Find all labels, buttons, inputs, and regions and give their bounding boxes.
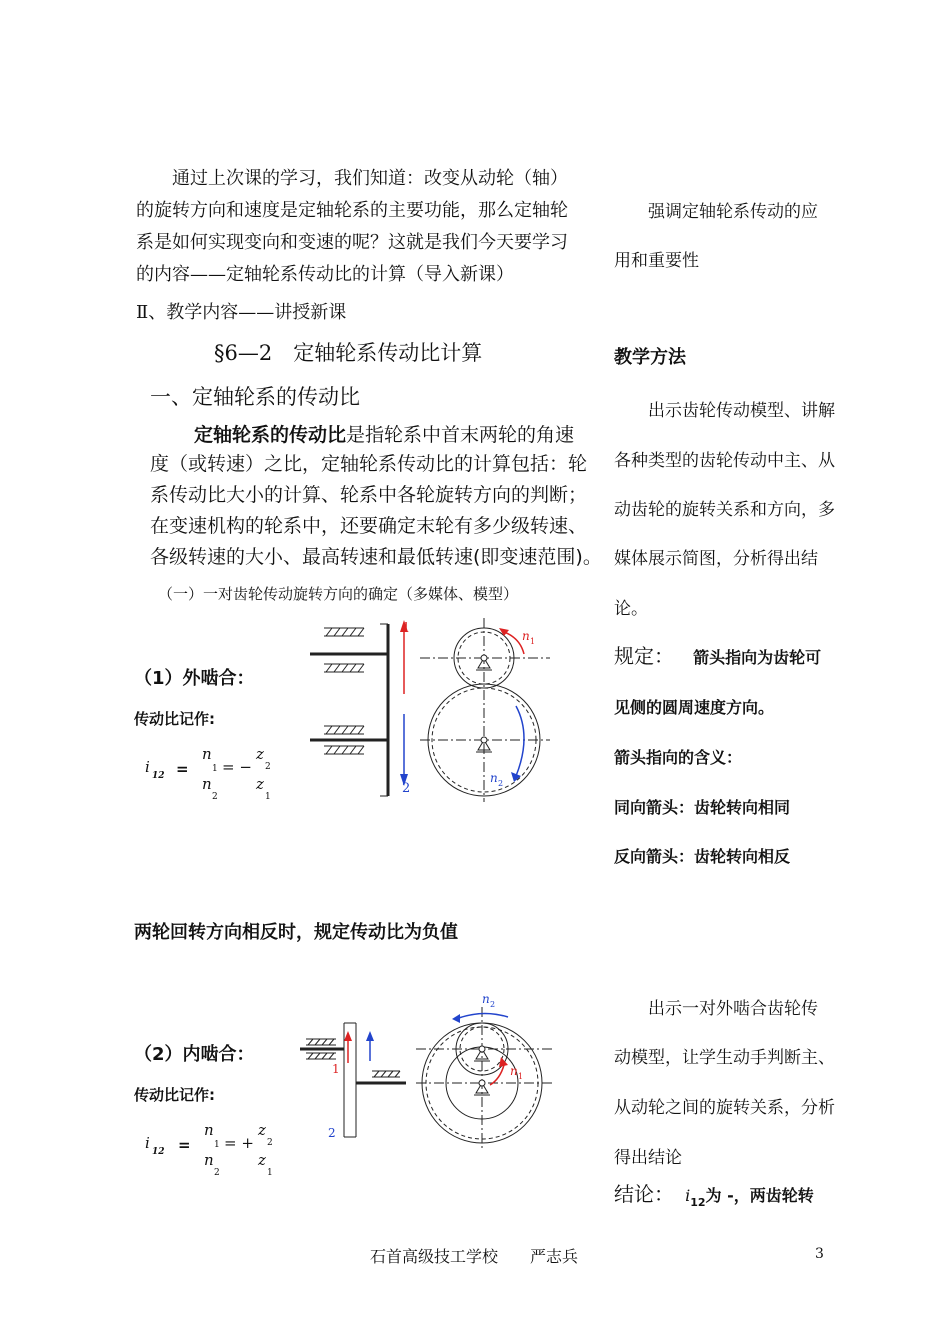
fig2-n1-label: n <box>510 1064 518 1078</box>
right-emphasis-line-2: 用和重要性 <box>614 251 699 271</box>
formula2-z-bottom-sub: 1 <box>267 1168 273 1178</box>
section-ii-heading: Ⅱ、教学内容——讲授新课 <box>136 302 347 323</box>
same-direction-arrow: 同向箭头：齿轮转向相同 <box>614 798 791 817</box>
intro-line-2: 的旋转方向和速度是定轴轮系的主要功能，那么定轴轮 <box>136 200 568 221</box>
internal-ratio-label: 传动比记作: <box>134 1086 215 1104</box>
formula2-operator: = + <box>224 1134 254 1152</box>
sub-heading-direction: （一）一对齿轮传动旋转方向的确定（多媒体、模型） <box>158 585 519 603</box>
footer-school: 石首高级技工学校 严志兵 <box>370 1247 579 1266</box>
formula2-n-bottom-sub: 2 <box>214 1168 220 1178</box>
conclusion-i-sub: 12 <box>690 1196 706 1209</box>
formula-n-bottom-sub: 2 <box>212 792 218 802</box>
rule-text: 箭头指向为齿轮可 <box>693 648 822 667</box>
method-line-5: 论。 <box>614 599 648 619</box>
formula-n-top: n <box>202 745 212 763</box>
conclusion-i: i <box>685 1186 691 1205</box>
conclusion-line <box>614 1178 814 1207</box>
formula2-i-sub: 12 <box>152 1147 165 1157</box>
formula-i-sub: 12 <box>152 771 165 781</box>
rule-label: 规定： <box>614 644 674 668</box>
fig1-n2-label: n <box>490 771 498 785</box>
fig2-n2-sub: 2 <box>490 1000 496 1009</box>
fig1-n2-sub: 2 <box>498 779 504 788</box>
formula-z-bottom: z <box>256 775 264 793</box>
fig1-n1-sub: 1 <box>530 637 536 646</box>
formula-z-bottom-sub: 1 <box>265 792 271 802</box>
definition-term: 定轴轮系的传动比 <box>194 424 347 446</box>
fig2-n2-label: n <box>482 992 490 1006</box>
model-line-4: 得出结论 <box>614 1148 682 1168</box>
formula-z-top: z <box>256 745 264 763</box>
fig1-shaft1-label: 1 <box>402 621 411 636</box>
fig2-shaft1-label: 1 <box>332 1062 340 1076</box>
rule-line <box>614 640 821 669</box>
right-emphasis-line-1: 强调定轴轮系传动的应 <box>648 202 818 222</box>
intro-line-1: 通过上次课的学习，我们知道：改变从动轮（轴） <box>172 168 568 189</box>
formula-n-top-sub: 1 <box>212 764 218 774</box>
definition-line-5: 各级转速的大小、最高转速和最低转速(即变速范围)。 <box>150 546 602 568</box>
fig1-shaft2-label: 2 <box>402 781 411 796</box>
arrow-meaning-title: 箭头指向的含义： <box>614 748 743 767</box>
intro-line-4: 的内容——定轴轮系传动比的计算（导入新课） <box>136 264 514 285</box>
method-line-1: 出示齿轮传动模型、讲解 <box>648 401 835 421</box>
fig2-n1-sub: 1 <box>518 1072 524 1081</box>
section-title: §6—2 定轴轮系传动比计算 <box>214 341 483 365</box>
definition-line-1 <box>194 420 574 447</box>
definition-line-3: 系传动比大小的计算、轮系中各轮旋转方向的判断； <box>150 484 588 506</box>
model-line-1: 出示一对外啮合齿轮传 <box>648 999 818 1019</box>
intro-line-3: 系是如何实现变向和变速的呢？这就是我们今天要学习 <box>136 232 568 253</box>
opposite-direction-arrow: 反向箭头：齿轮转向相反 <box>614 847 791 866</box>
formula2-z-top-sub: 2 <box>267 1138 273 1148</box>
formula-operator: = − <box>222 758 252 776</box>
definition-line-4: 在变速机构的轮系中，还要确定末轮有多少级转速、 <box>150 515 588 537</box>
teaching-method-title: 教学方法 <box>614 347 686 368</box>
negative-ratio-rule: 两轮回转方向相反时，规定传动比为负值 <box>134 922 458 943</box>
formula2-equals: = <box>178 1136 191 1154</box>
definition-line-1-rest: 是指轮系中首末两轮的角速 <box>346 424 575 446</box>
external-ratio-label: 传动比记作: <box>134 710 215 728</box>
conclusion-rest: 为 -，两齿轮转 <box>705 1186 814 1205</box>
formula2-n-bottom: n <box>204 1151 214 1169</box>
definition-line-2: 度（或转速）之比，定轴轮系传动比的计算包括：轮 <box>150 453 588 475</box>
formula-equals: = <box>176 760 189 778</box>
internal-gear-figure <box>296 987 554 1151</box>
external-mesh-title: （1）外啮合： <box>134 668 255 689</box>
fig2-shaft2-label: 2 <box>328 1126 336 1140</box>
formula-n-bottom: n <box>202 775 212 793</box>
fig1-n1-label: n <box>522 629 530 643</box>
formula-z-top-sub: 2 <box>265 762 271 772</box>
formula2-z-bottom: z <box>258 1151 266 1169</box>
method-line-3: 动齿轮的旋转关系和方向，多 <box>614 500 835 520</box>
rule-text-2: 见侧的圆周速度方向。 <box>614 698 775 717</box>
page-number: 3 <box>815 1246 824 1262</box>
method-line-2: 各种类型的齿轮传动中主、从 <box>614 451 835 471</box>
heading-fixed-axis-ratio: 一、定轴轮系的传动比 <box>150 385 360 409</box>
conclusion-label: 结论： <box>614 1182 674 1206</box>
formula-i: i <box>145 758 150 776</box>
formula2-n-top: n <box>204 1121 214 1139</box>
internal-mesh-title: （2）内啮合： <box>134 1044 255 1065</box>
model-line-2: 动模型，让学生动手判断主、 <box>614 1048 835 1068</box>
internal-gear-diagram <box>296 987 554 1151</box>
external-gear-diagram <box>310 606 555 806</box>
external-gear-figure <box>310 606 555 806</box>
method-line-4: 媒体展示简图，分析得出结 <box>614 549 818 569</box>
formula2-z-top: z <box>258 1121 266 1139</box>
formula2-i: i <box>145 1134 150 1152</box>
formula2-n-top-sub: 1 <box>214 1140 220 1150</box>
model-line-3: 从动轮之间的旋转关系，分析 <box>614 1098 835 1118</box>
